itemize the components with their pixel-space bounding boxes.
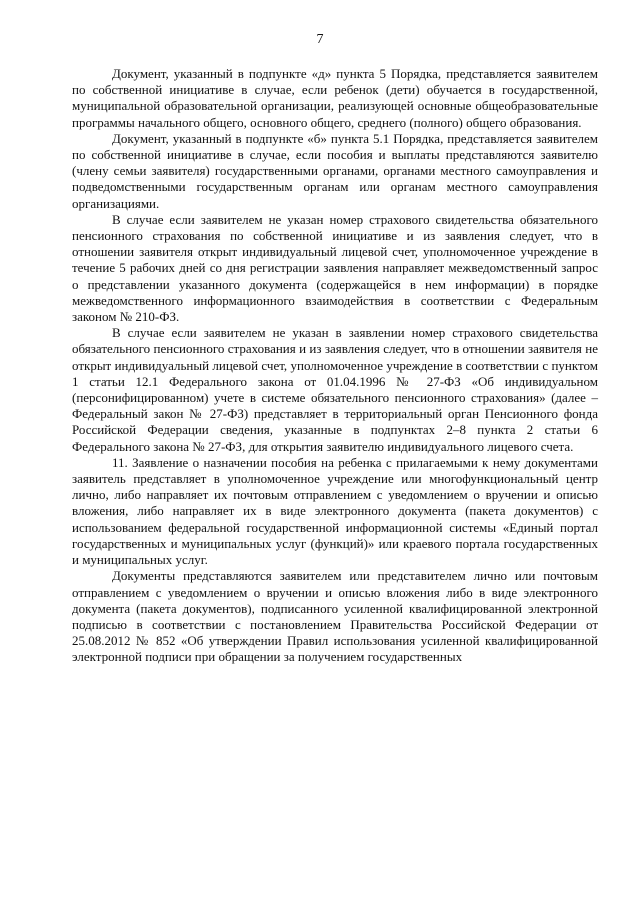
page-number: 7 (316, 32, 324, 47)
paragraph-doc-subparagraph-d: Документ, указанный в подпункте «д» пункта 5 Порядка, представляется заявителем по собственной инициативе в случае, если ребенок (дети) обучается в государственной, муниципальной образовательной организации, реализующей основные общеобразовательные программы начального общего, основного общего, среднего (полного) общего образования. (72, 66, 598, 130)
paragraph-insurance-account-open: В случае если заявителем не указан номер страхового свидетельства обязательного пенсионного страхования по собственной инициативе и из заявления следует, что в отношении заявителя открыт индивидуальный лицевой счет, уполномоченное учреждение в течение 5 рабочих дней со дня регистрации заявления направляет межведомственный запрос о представлении указанного документа (содержащейся в нем информации) в порядке межведомственного информационного взаимодействия в соответствии с Федеральным законом № 210-ФЗ. (72, 211, 598, 325)
paragraph-item-11: 11. Заявление о назначении пособия на ребенка с прилагаемыми к нему документами заявитель представляет в уполномоченное учреждение или многофункциональный центр лично, либо направляет их почтовым отправлением с уведомлением о вручении и описью вложения, либо направляет их в виде электронного документа (пакета документов) с использованием федеральной государственной информационной системы «Единый портал государственных и муниципальных услуг (функций)» или краевого портала государственных и муниципальных услуг. (72, 454, 598, 568)
paragraph-doc-subparagraph-b: Документ, указанный в подпункте «б» пункта 5.1 Порядка, представляется заявителем по собственной инициативе в случае, если пособия и выплаты представляются заявителю (члену семьи заявителя) государственными органами, органами местного самоуправления и подведомственными государственным органам или органам местного самоуправления организациями. (72, 130, 598, 211)
document-body (72, 66, 598, 666)
paragraph-insurance-account-not-open: В случае если заявителем не указан в заявлении номер страхового свидетельства обязательного пенсионного страхования и из заявления следует, что в отношении заявителя не открыт индивидуальный лицевой счет, уполномоченное учреждение в соответствии с пунктом 1 статьи 12.1 Федерального закона от 01.04.1996 № 27-ФЗ «Об индивидуальном (персонифицированном) учете в системе обязательного пенсионного страхования» (далее – Федеральный закон № 27-ФЗ) представляет в территориальный орган Пенсионного фонда Российской Федерации сведения, указанные в подпунктах 2–8 пункта 2 статьи 6 Федерального закона № 27-ФЗ, для открытия заявителю индивидуального лицевого счета. (72, 325, 598, 454)
paragraph-documents-submission: Документы представляются заявителем или представителем лично или почтовым отправлением с уведомлением о вручении и описью вложения либо в виде электронного документа (пакета документов), подписанного усиленной квалифицированной электронной подписью в соответствии с постановлением Правительства Российской Федерации от 25.08.2012 № 852 «Об утверждении Правил использования усиленной квалифицированной электронной подписи при обращении за получением государственных (72, 568, 598, 665)
